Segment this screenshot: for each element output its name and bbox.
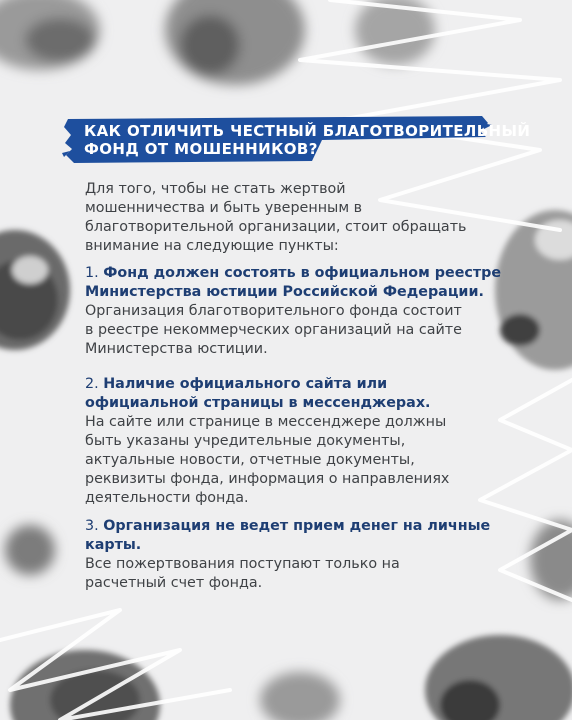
item-number: 3. xyxy=(85,518,99,534)
item-number: 1. xyxy=(85,265,99,281)
item-title: Министерства юстиции Российской Федерации. xyxy=(85,284,484,300)
headline-block xyxy=(62,113,531,165)
intro-line: Для того, чтобы не стать жертвой xyxy=(85,181,346,197)
item-text: Министерства юстиции. xyxy=(85,341,268,357)
item-title-line xyxy=(85,517,505,536)
item-text: в реестре некоммерческих организаций на сайте xyxy=(85,322,462,338)
item-title: карты. xyxy=(85,537,142,553)
list-item-official-site xyxy=(85,375,505,508)
item-title: Фонд должен состоять в официальном реестре xyxy=(103,265,502,281)
item-text: Все пожертвования поступают только на xyxy=(85,556,400,572)
list-item-registry xyxy=(85,264,505,359)
item-text: На сайте или странице в мессенджере должны xyxy=(85,414,447,430)
item-text: быть указаны учредительные документы, xyxy=(85,433,406,449)
item-text: актуальные новости, отчетные документы, xyxy=(85,452,415,468)
intro-line: благотворительной организации, стоит обращать xyxy=(85,219,467,235)
item-number: 2. xyxy=(85,376,99,392)
item-text: расчетный счет фонда. xyxy=(85,575,263,591)
item-title: Организация не ведет прием денег на личные xyxy=(103,518,491,534)
item-title-line xyxy=(85,264,505,283)
intro-line: внимание на следующие пункты: xyxy=(85,238,339,254)
item-title: официальной страницы в мессенджерах. xyxy=(85,395,431,411)
item-title: Наличие официального сайта или xyxy=(103,376,388,392)
headline-line-2: ФОНД ОТ МОШЕННИКОВ? xyxy=(84,140,318,158)
item-text: Организация благотворительного фонда состоит xyxy=(85,303,462,319)
intro-line: мошенничества и быть уверенным в xyxy=(85,200,363,216)
item-title-line xyxy=(85,375,505,394)
item-text: деятельности фонда. xyxy=(85,490,249,506)
item-text: реквизиты фонда, информация о направлениях xyxy=(85,471,450,487)
headline-line-1: КАК ОТЛИЧИТЬ ЧЕСТНЫЙ БЛАГОТВОРИТЕЛЬНЫЙ xyxy=(84,122,531,140)
intro-paragraph xyxy=(85,180,505,256)
list-item-no-personal-cards xyxy=(85,517,505,593)
